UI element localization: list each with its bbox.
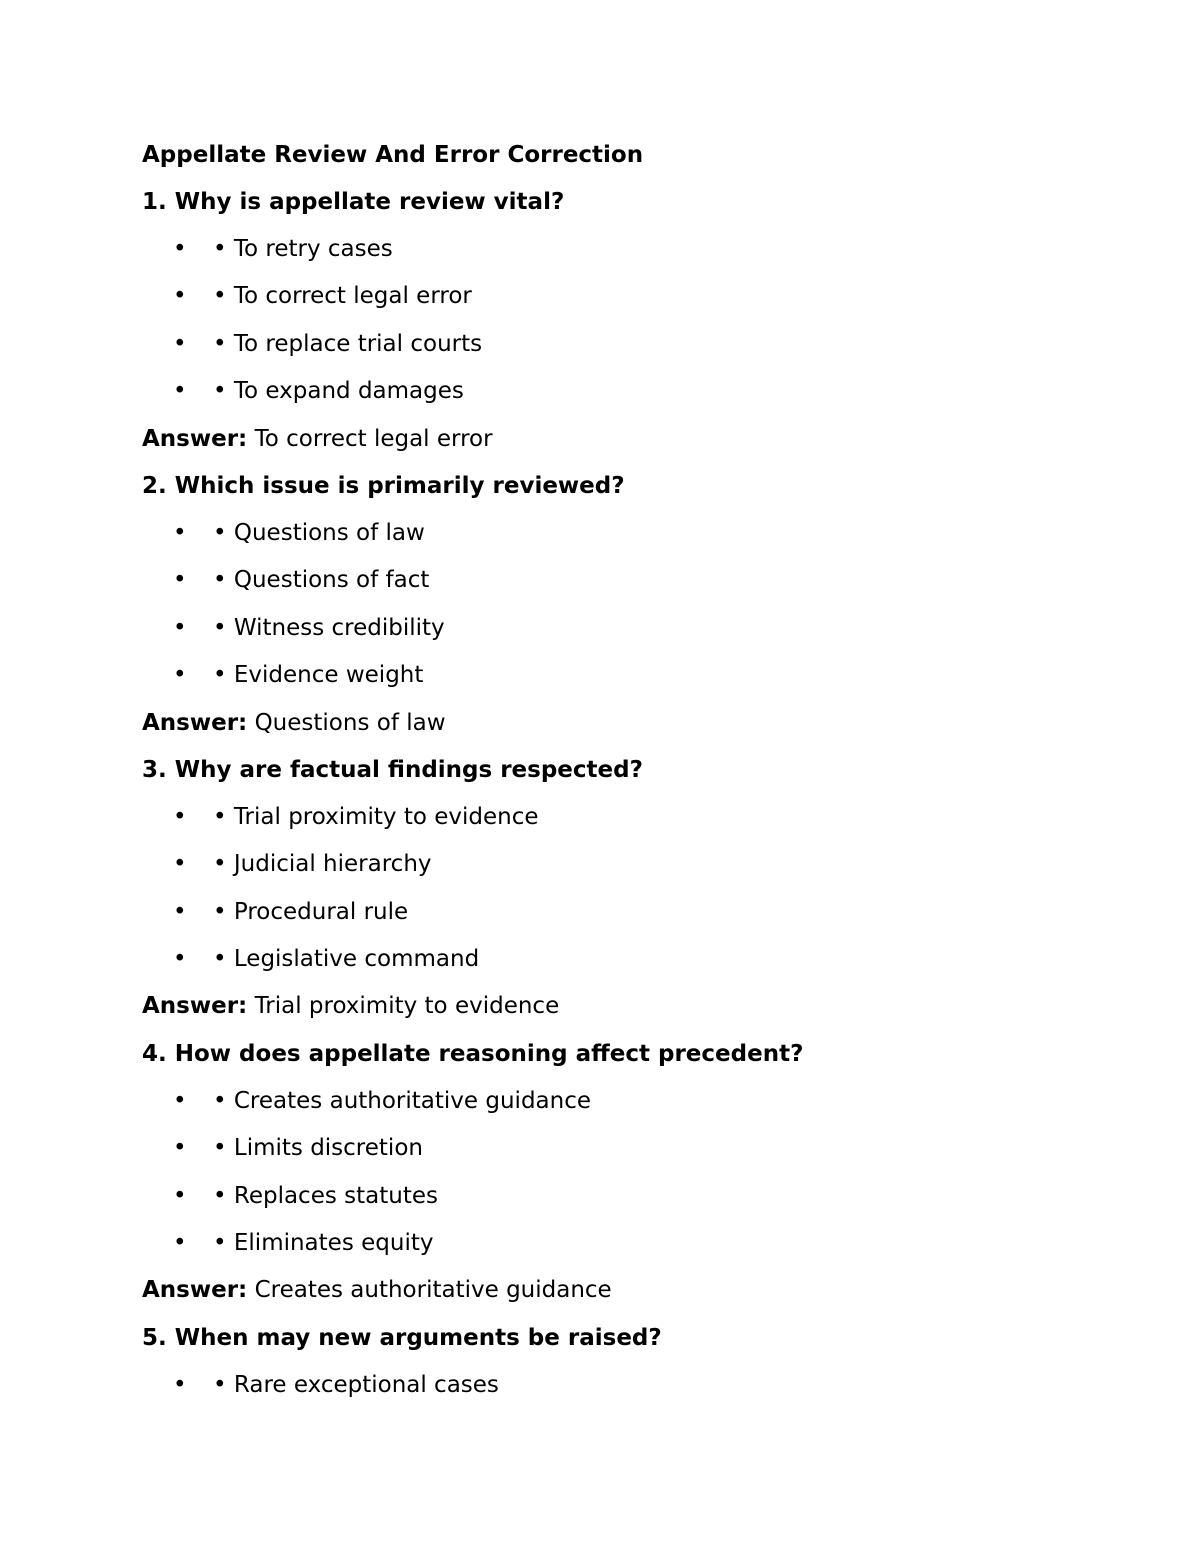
list-item bbox=[142, 801, 1122, 833]
option-text: • Replaces statutes bbox=[213, 1182, 438, 1209]
option-list bbox=[142, 1085, 1122, 1259]
bullet-icon: • bbox=[173, 662, 187, 689]
list-item bbox=[142, 1369, 1122, 1401]
answer-line bbox=[142, 1274, 1122, 1306]
answer-line bbox=[142, 707, 1122, 739]
option-text: • Limits discretion bbox=[213, 1135, 423, 1162]
bullet-icon: • bbox=[173, 236, 187, 262]
option-text: • To replace trial courts bbox=[213, 330, 483, 357]
bullet-icon: • bbox=[173, 803, 187, 830]
option-text: • To expand damages bbox=[213, 378, 464, 405]
bullet-icon: • bbox=[173, 1182, 187, 1209]
answer-line bbox=[142, 990, 1122, 1022]
answer-label: Answer: bbox=[142, 425, 248, 452]
document-title: Appellate Review And Error Correction bbox=[142, 142, 644, 168]
answer-text: Trial proximity to evidence bbox=[254, 993, 560, 1020]
bullet-icon: • bbox=[173, 1087, 187, 1114]
answer-text: Creates authoritative guidance bbox=[254, 1277, 612, 1304]
option-text: • Procedural rule bbox=[213, 898, 409, 925]
bullet-icon: • bbox=[173, 614, 187, 641]
bullet-icon: • bbox=[173, 946, 187, 973]
option-text: • Judicial hierarchy bbox=[213, 851, 432, 878]
answer-text: To correct legal error bbox=[254, 425, 493, 452]
list-item bbox=[142, 564, 1122, 596]
list-item bbox=[142, 233, 1122, 265]
option-text: • Evidence weight bbox=[213, 662, 424, 689]
bullet-icon: • bbox=[173, 1371, 187, 1398]
option-text: • Creates authoritative guidance bbox=[213, 1087, 592, 1114]
option-text: • Eliminates equity bbox=[213, 1230, 434, 1257]
answer-line bbox=[142, 423, 1122, 455]
option-text: • Questions of law bbox=[213, 519, 425, 546]
option-text: • To retry cases bbox=[213, 236, 393, 262]
list-item bbox=[142, 1180, 1122, 1212]
bullet-icon: • bbox=[173, 283, 187, 310]
bullet-icon: • bbox=[173, 378, 187, 405]
bullet-icon: • bbox=[173, 567, 187, 594]
question-text: 2. Which issue is primarily reviewed? bbox=[142, 472, 625, 499]
option-list bbox=[142, 801, 1122, 975]
list-item bbox=[142, 1085, 1122, 1117]
bullet-icon: • bbox=[173, 898, 187, 925]
bullet-icon: • bbox=[173, 519, 187, 546]
list-item bbox=[142, 1227, 1122, 1259]
list-item bbox=[142, 896, 1122, 928]
list-item bbox=[142, 375, 1122, 407]
list-item bbox=[142, 517, 1122, 549]
list-item bbox=[142, 848, 1122, 880]
question-1 bbox=[142, 186, 1122, 455]
bullet-icon: • bbox=[173, 1230, 187, 1257]
answer-text: Questions of law bbox=[254, 709, 446, 736]
answer-label: Answer: bbox=[142, 709, 248, 736]
list-item bbox=[142, 280, 1122, 312]
list-item bbox=[142, 659, 1122, 691]
bullet-icon: • bbox=[173, 851, 187, 878]
list-item bbox=[142, 612, 1122, 644]
option-list bbox=[142, 233, 1122, 407]
question-5 bbox=[142, 1322, 1122, 1401]
option-text: • To correct legal error bbox=[213, 283, 472, 310]
option-text: • Witness credibility bbox=[213, 614, 445, 641]
option-text: • Legislative command bbox=[213, 946, 480, 973]
question-text: 4. How does appellate reasoning affect precedent? bbox=[142, 1040, 804, 1067]
list-item bbox=[142, 328, 1122, 360]
option-list bbox=[142, 1369, 1122, 1401]
list-item bbox=[142, 943, 1122, 975]
question-text: 5. When may new arguments be raised? bbox=[142, 1324, 662, 1351]
bullet-icon: • bbox=[173, 330, 187, 357]
option-text: • Rare exceptional cases bbox=[213, 1371, 499, 1398]
option-text: • Questions of fact bbox=[213, 567, 430, 594]
question-2 bbox=[142, 470, 1122, 739]
answer-label: Answer: bbox=[142, 993, 248, 1020]
question-3 bbox=[142, 754, 1122, 1023]
option-list bbox=[142, 517, 1122, 691]
question-4 bbox=[142, 1038, 1122, 1307]
option-text: • Trial proximity to evidence bbox=[213, 803, 539, 830]
list-item bbox=[142, 1132, 1122, 1164]
bullet-icon: • bbox=[173, 1135, 187, 1162]
answer-label: Answer: bbox=[142, 1277, 248, 1304]
question-text: 3. Why are factual findings respected? bbox=[142, 756, 643, 783]
document-page bbox=[142, 139, 1122, 1416]
question-text: 1. Why is appellate review vital? bbox=[142, 189, 565, 215]
